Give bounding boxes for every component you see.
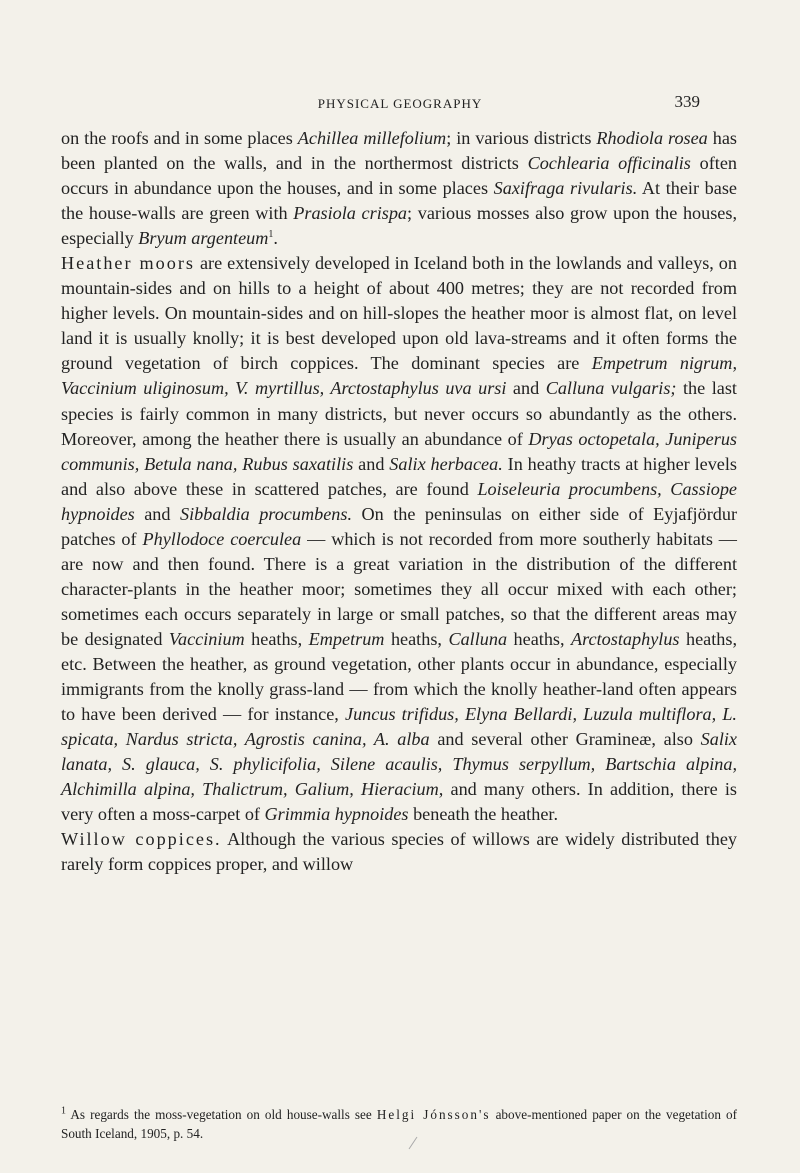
text-run: heaths, etc. Between the heather, as ground vegetation, other plants occur in abundance, especially immigrants from the knolly grass-land — from which the knolly heather-land often appears to have been derived — for instance, bbox=[61, 628, 737, 725]
italic-term: Calluna vulgaris; bbox=[545, 378, 677, 399]
page-number: 339 bbox=[674, 92, 700, 111]
spaced-heading: Willow coppices. bbox=[61, 829, 222, 850]
text-run: are extensively developed in Iceland both in the lowlands and valleys, on mountain-sides and on hills to a height of about 400 metres; they are not recorded from higher levels. On mountain-sides and on hill-slopes the heather moor is almost flat, on level land it is usually knolly; it is best developed upon old lava-streams and it often forms the ground vegetation of birch coppices. The dominant species are bbox=[61, 253, 737, 374]
italic-term: Calluna bbox=[448, 628, 508, 649]
italic-term: Arctostaphylus bbox=[571, 628, 680, 649]
italic-term: Phyllodoce coerculea bbox=[142, 528, 302, 549]
italic-term: Loiseleuria procumbens, Cassiope hypnoides bbox=[61, 478, 738, 524]
text-run: heaths, bbox=[384, 628, 449, 649]
text-run: has been planted on the walls, and in the northermost districts bbox=[61, 128, 737, 174]
italic-term: Salix lanata, S. glauca, S. phylicifolia, Silene acaulis, Thymus serpyllum, Bartschia alpina, Alchimilla alpina, Thalictrum, Galium, Hieracium, bbox=[61, 729, 737, 800]
text-run: heaths, bbox=[244, 628, 309, 649]
text-run: on the roofs and in some places bbox=[61, 128, 298, 148]
text-run: and several other Gramineæ, also bbox=[429, 729, 701, 750]
text-run: heaths, bbox=[507, 628, 572, 649]
text-run: . bbox=[273, 228, 278, 249]
italic-term: Vaccinium bbox=[168, 628, 245, 649]
text-run: and bbox=[353, 453, 390, 474]
italic-term: Rhodiola rosea bbox=[596, 128, 708, 148]
italic-term: Salix herbacea. bbox=[389, 453, 503, 474]
text-run: ; in various districts bbox=[446, 128, 597, 148]
italic-term: Bryum argenteum bbox=[138, 228, 269, 249]
page-header bbox=[0, 92, 800, 116]
footnote-text bbox=[61, 1107, 737, 1141]
text-run: above-mentioned paper on the vegetation of South Iceland, 1905, p. 54. bbox=[61, 1107, 737, 1141]
text-run: At their base the house-walls are green with bbox=[61, 178, 737, 224]
spaced-heading: Helgi Jónsson's bbox=[376, 1107, 491, 1122]
italic-term: Sibbaldia procumbens. bbox=[180, 503, 352, 524]
italic-term: Dryas octopetala, Juniperus communis, Betula nana, Rubus saxatilis bbox=[61, 428, 737, 474]
text-run: On the peninsulas on either side of Eyjafjördur patches of bbox=[61, 503, 738, 549]
paragraph-roof-plants bbox=[61, 126, 737, 251]
italic-term: Empetrum nigrum, Vaccinium uliginosum, V. myrtillus, Arctostaphylus uva ursi bbox=[61, 353, 737, 399]
italic-term: Grimmia hypnoides bbox=[264, 804, 409, 825]
spaced-heading: Heather moors bbox=[61, 253, 195, 274]
body-text bbox=[61, 126, 737, 877]
running-head: PHYSICAL GEOGRAPHY bbox=[317, 96, 483, 111]
text-run: Although the various species of willows are widely distributed they rarely form coppices proper, and willow bbox=[61, 829, 737, 875]
text-run: In heathy tracts at higher levels and also above these in scattered patches, are found bbox=[61, 453, 738, 499]
text-run: — which is not recorded from more southerly habitats — are now and then found. There is a great variation in the distribution of the different character-plants in the heather moor; sometimes they all occur mixed with each other; sometimes each occurs separately in large or small patches, so that the different areas may be designated bbox=[61, 528, 737, 649]
text-run: beneath the heather. bbox=[408, 804, 558, 825]
footnote bbox=[61, 1105, 737, 1143]
paragraph-willow-coppices bbox=[61, 827, 737, 877]
italic-term: Achillea millefolium bbox=[297, 128, 447, 148]
text-run: and many others. In addition, there is very often a moss-carpet of bbox=[61, 779, 737, 825]
text-run: ; various mosses also grow upon the houses, especially bbox=[61, 203, 738, 249]
italic-term: Juncus trifidus, Elyna Bellardi, Luzula multiflora, L. spicata, Nardus stricta, Agrostis canina, A. alba bbox=[61, 704, 737, 750]
italic-term: Cochlearia officinalis bbox=[527, 153, 691, 174]
text-run: and bbox=[506, 378, 546, 399]
text-run: As regards the moss-vegetation on old house-walls see bbox=[66, 1107, 377, 1122]
footnote-ref: 1 bbox=[268, 229, 274, 241]
italic-term: Saxifraga rivularis. bbox=[493, 178, 638, 199]
text-run: often occurs in abundance upon the houses, and in some places bbox=[61, 153, 737, 199]
italic-term: Prasiola crispa bbox=[293, 203, 408, 224]
text-run: the last species is fairly common in many districts, but never occurs so abundantly as the others. Moreover, among the heather there is usually an abundance of bbox=[61, 378, 737, 449]
paragraph-heather-moors bbox=[61, 251, 737, 827]
italic-term: Empetrum bbox=[308, 628, 385, 649]
footnote-marker: 1 bbox=[61, 1105, 66, 1117]
text-run: and bbox=[134, 503, 180, 524]
stray-pencil-mark bbox=[408, 1136, 418, 1150]
